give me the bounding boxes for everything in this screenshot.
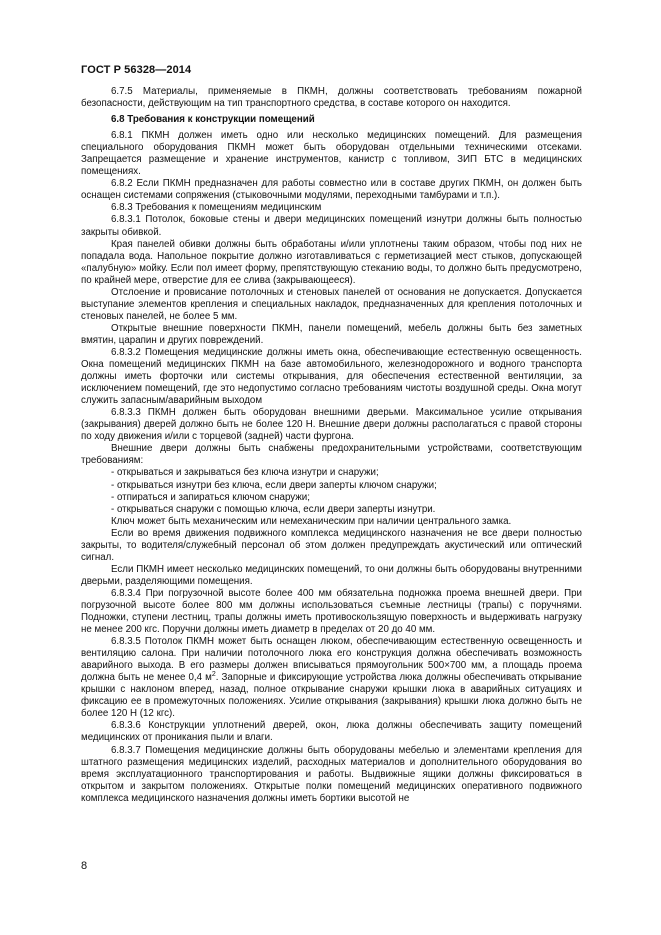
paragraph-6-8-3-5-part-b: . Запорные и фиксирующие устройства люка должны обеспечивать открывание крышки с наклоном вперед, назад, полное открывание снаружи крышки люка в аварийных ситуациях и фиксацию ее в промежуточных положениях. Усилие открывания (закрывания) крышки люка должно быть не более 120 Н (12 кгс). bbox=[81, 672, 582, 720]
paragraph-panel-edges: Края панелей обивки должны быть обработаны и/или уплотнены таким образом, чтобы под них не попадала вода. Напольное покрытие должно изготавливаться с герметизацией мест стыков, допускающей «палубную» мойку. Если пол имеет форму, препятствующую стеканию воды, то должно быть предусмотрено, по крайней мере, отверстие для ее слива (закрывающееся). bbox=[81, 238, 582, 286]
paragraph-key: Ключ может быть механическим или немеханическим при наличии центрального замка. bbox=[111, 515, 512, 527]
paragraph-6-8-3-6: 6.8.3.6 Конструкции уплотнений дверей, окон, люка должны обеспечивать защиту помещений медицинских от проникания пыли и влаги. bbox=[81, 720, 582, 744]
paragraph-several-rooms: Если ПКМН имеет несколько медицинских помещений, то они должны быть оборудованы внутренними дверьми, разделяющими помещения. bbox=[81, 563, 582, 587]
paragraph-open-surfaces: Открытые внешние поверхности ПКМН, панели помещений, мебель должны быть без заметных вмятин, царапин и других повреждений. bbox=[81, 322, 582, 346]
paragraph-6-8-3: 6.8.3 Требования к помещениям медицинским bbox=[111, 202, 322, 214]
paragraph-6-8-3-5-part-a: 6.8.3.5 Потолок ПКМН может быть оснащен люком, обеспечивающим естественную освещенность и вентиляцию салона. При наличии потолочного люка его конструкция должна обеспечивать возможность аварийного выхода. В его размеры должен вписываться прямоугольник 500×700 мм, а площадь проема должна быть не менее 0,4 м bbox=[81, 636, 582, 684]
list-item: - открываться изнутри без ключа, если двери заперты ключом снаружи; bbox=[111, 479, 437, 491]
paragraph-6-7-5: 6.7.5 Материалы, применяемые в ПКМН, должны соответствовать требованиям пожарной безопасности, действующим на тип транспортного средства, в составе которого он находится. bbox=[81, 86, 582, 110]
page-content bbox=[81, 86, 582, 805]
paragraph-6-8-1: 6.8.1 ПКМН должен иметь одно или несколько медицинских помещений. Для размещения специального оборудования ПКМН может быть оборудован отдельными техническими отсеками. Запрещается размещение и хранение инструментов, канистр с топливом, ЗИП БТС в медицинских помещениях. bbox=[81, 130, 582, 178]
list-item: - отпираться и запираться ключом снаружи; bbox=[111, 491, 310, 503]
page-number: 8 bbox=[81, 860, 88, 872]
paragraph-6-8-2: 6.8.2 Если ПКМН предназначен для работы совместно или в составе других ПКМН, он должен быть оснащен системами сопряжения (стыковочными модулями, переходными тамбурами и т.п.). bbox=[81, 178, 582, 202]
paragraph-movement-signal: Если во время движения подвижного комплекса медицинского назначения не все двери полностью закрыты, то водителя/служебный персонал об этом должен предупреждать акустический или оптический сигнал. bbox=[81, 527, 582, 563]
paragraph-doors-safety: Внешние двери должны быть снабжены предохранительными устройствами, соответствующим требованиям: bbox=[81, 443, 582, 467]
list-item: - открываться и закрываться без ключа изнутри и снаружи; bbox=[111, 467, 379, 479]
paragraph-6-8-3-1: 6.8.3.1 Потолок, боковые стены и двери медицинских помещений изнутри должны быть полностью закрыты обивкой. bbox=[81, 214, 582, 238]
paragraph-6-8-3-3: 6.8.3.3 ПКМН должен быть оборудован внешними дверьми. Максимальное усилие открывания (закрывания) дверей должно быть не более 120 Н. Внешние двери должны располагаться с правой стороны по ходу движения и/или с торцевой (задней) части фургона. bbox=[81, 407, 582, 443]
section-heading-6-8: 6.8 Требования к конструкции помещений bbox=[111, 114, 315, 126]
paragraph-6-8-3-4: 6.8.3.4 При погрузочной высоте более 400 мм обязательна подножка проема внешней двери. При погрузочной высоте более 800 мм должны использоваться съемные лестницы (трапы) с поручнями. Подножки, ступени лестниц, трапы должны иметь противоскользящую поверхность и выдерживать нагрузку не менее 200 кгс. Поручни должны иметь диаметр в пределах от 20 до 40 мм. bbox=[81, 587, 582, 636]
superscript-square: 2 bbox=[211, 671, 216, 678]
list-item: - открываться снаружи с помощью ключа, если двери заперты изнутри. bbox=[111, 503, 436, 515]
paragraph-6-8-3-7: 6.8.3.7 Помещения медицинские должны быть оборудованы мебелью и элементами крепления для штатного размещения медицинских изделий, расходных материалов и дополнительного оборудования во время эксплуатационного транспортирования и работы. Выдвижные ящики должны фиксироваться в открытом и закрытом положениях. Открытые полки помещений медицинских оперативного подвижного комплекса медицинского назначения должны иметь бортики высотой не bbox=[81, 744, 582, 804]
paragraph-6-8-3-2: 6.8.3.2 Помещения медицинские должны иметь окна, обеспечивающие естественную освещенность. Окна помещений медицинских ПКМН на базе автомобильного, железнодорожного и водного транспорта должны иметь форточки или системы открывания, для обеспечения естественной вентиляции, за исключением помещений, где это недопустимо согласно требованиям чистоты воздушной среды. Окна могут служить запасным/аварийным выходом bbox=[81, 346, 582, 407]
paragraph-panel-detach: Отслоение и провисание потолочных и стеновых панелей от основания не допускается. Допускается выступание элементов крепления и специальных накладок, предназначенных для крепления потолочных и стеновых панелей, не более 5 мм. bbox=[81, 286, 582, 322]
paragraph-6-8-3-5 bbox=[81, 636, 582, 720]
document-code-header: ГОСТ Р 56328—2014 bbox=[81, 64, 192, 76]
